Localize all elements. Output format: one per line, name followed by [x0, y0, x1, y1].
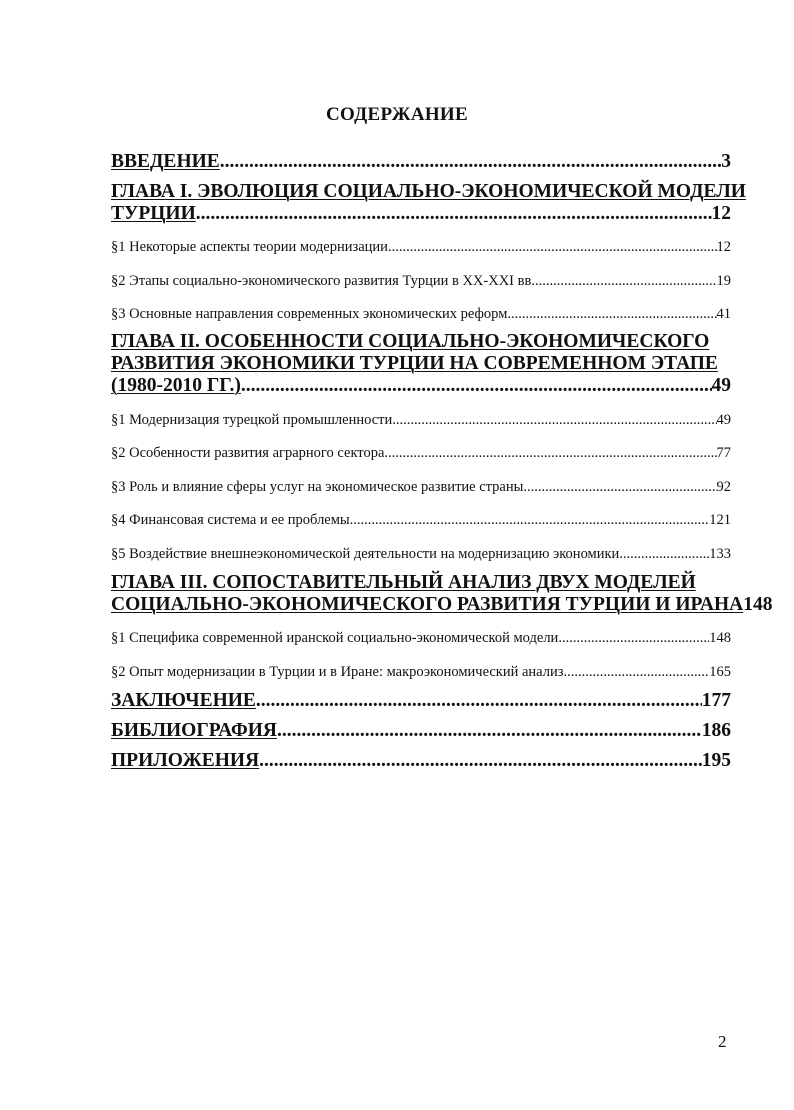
toc-entry-page: 177 — [701, 690, 731, 711]
toc-entry-ch3-sec1[interactable] — [111, 629, 731, 647]
toc-entry-label: §2 Этапы социально-экономического развития Турции в XX-XXI вв. — [111, 273, 535, 289]
toc-entry-page: 133 — [709, 546, 731, 562]
toc-entry-label: §5 Воздействие внешнеэкономической деятельности на модернизацию экономики — [111, 546, 620, 562]
toc-entry-label: (1980-2010 ГГ.) — [111, 375, 241, 396]
toc-entry-label: §3 Роль и влияние сферы услуг на экономическое развитие страны — [111, 479, 524, 495]
toc-entry-label: §3 Основные направления современных экономических реформ — [111, 306, 508, 322]
toc-entry-conclusion[interactable] — [111, 689, 731, 712]
toc-entry-appendix[interactable] — [111, 749, 731, 772]
toc-entry-page: 186 — [701, 720, 731, 741]
leader-dots — [523, 478, 716, 496]
leader-dots — [507, 305, 716, 323]
toc-entry-page: 148 — [709, 630, 731, 646]
toc-entry-label: §4 Финансовая система и ее проблемы — [111, 512, 350, 528]
toc-entry-ch2-sec5[interactable] — [111, 545, 731, 563]
chapter-1-heading[interactable]: ГЛАВА I. ЭВОЛЮЦИЯ СОЦИАЛЬНО-ЭКОНОМИЧЕСКОЙ МОДЕЛИ — [111, 181, 746, 202]
toc-entry-ch2-sec4[interactable] — [111, 511, 731, 529]
toc-entry-label: ВВЕДЕНИЕ — [111, 151, 220, 172]
toc-entry-page: 148 — [743, 594, 773, 615]
toc-entry-label: §1 Некоторые аспекты теории модернизации — [111, 239, 388, 255]
toc-entry-ch1-sec1[interactable] — [111, 238, 731, 256]
leader-dots — [392, 411, 716, 429]
toc-entry-label: §2 Особенности развития аграрного сектора — [111, 445, 385, 461]
leader-dots — [619, 545, 709, 563]
leader-dots — [220, 150, 721, 173]
toc-entry-ch1-sec2[interactable] — [111, 272, 731, 290]
chapter-3-heading-line1[interactable]: ГЛАВА III. СОПОСТАВИТЕЛЬНЫЙ АНАЛИЗ ДВУХ МОДЕЛЕЙ — [111, 572, 696, 593]
toc-entry-page: 49 — [716, 412, 731, 428]
leader-dots — [241, 374, 712, 397]
toc-entry-page: 165 — [709, 664, 731, 680]
page-number: 2 — [718, 1032, 727, 1051]
leader-dots — [259, 749, 702, 772]
toc-entry-ch2-sec2[interactable] — [111, 444, 731, 462]
toc-entry-label: СОЦИАЛЬНО-ЭКОНОМИЧЕСКОГО РАЗВИТИЯ ТУРЦИИ И ИРАНА — [111, 594, 744, 615]
toc-entry-ch2-sec1[interactable] — [111, 411, 731, 429]
leader-dots — [256, 689, 702, 712]
toc-entry-bibliography[interactable] — [111, 719, 731, 742]
leader-dots — [196, 202, 712, 225]
toc-entry-ch2-sec3[interactable] — [111, 478, 731, 496]
leader-dots — [388, 238, 717, 256]
leader-dots — [535, 272, 717, 290]
toc-entry-label: §2 Опыт модернизации в Турции и в Иране: макроэкономический анализ — [111, 664, 564, 680]
toc-entry-page: 3 — [721, 151, 731, 172]
leader-dots — [277, 719, 702, 742]
toc-entry-page: 41 — [716, 306, 731, 322]
toc-entry-page: 49 — [711, 375, 731, 396]
toc-entry-page: 121 — [709, 512, 731, 528]
toc-entry-label: ПРИЛОЖЕНИЯ — [111, 750, 260, 771]
toc-entry-page: 77 — [716, 445, 731, 461]
toc-entry-page: 195 — [701, 750, 731, 771]
toc-entry-label: §1 Специфика современной иранской социально-экономической модели — [111, 630, 559, 646]
toc-entry-chapter-3[interactable] — [111, 593, 773, 616]
toc-entry-page: 92 — [716, 479, 731, 495]
leader-dots — [350, 511, 710, 529]
leader-dots — [384, 444, 716, 462]
toc-entry-page: 12 — [711, 203, 731, 224]
toc-entry-label: ЗАКЛЮЧЕНИЕ — [111, 690, 256, 711]
page-title: СОДЕРЖАНИЕ — [326, 104, 468, 125]
toc-entry-chapter-1[interactable] — [111, 202, 731, 225]
toc-entry-label: §1 Модернизация турецкой промышленности — [111, 412, 393, 428]
chapter-2-heading-line2[interactable]: РАЗВИТИЯ ЭКОНОМИКИ ТУРЦИИ НА СОВРЕМЕННОМ ЭТАПЕ — [111, 353, 718, 374]
leader-dots — [563, 663, 709, 681]
toc-entry-ch1-sec3[interactable] — [111, 305, 731, 323]
leader-dots — [558, 629, 709, 647]
toc-entry-label: БИБЛИОГРАФИЯ — [111, 720, 278, 741]
toc-entry-introduction[interactable] — [111, 150, 731, 173]
toc-entry-ch3-sec2[interactable] — [111, 663, 731, 681]
chapter-2-heading-line1[interactable]: ГЛАВА II. ОСОБЕННОСТИ СОЦИАЛЬНО-ЭКОНОМИЧЕСКОГО — [111, 331, 710, 352]
toc-entry-page: 12 — [716, 239, 731, 255]
toc-entry-chapter-2[interactable] — [111, 374, 731, 397]
toc-entry-label: ТУРЦИИ — [111, 203, 196, 224]
toc-entry-page: 19 — [716, 273, 731, 289]
